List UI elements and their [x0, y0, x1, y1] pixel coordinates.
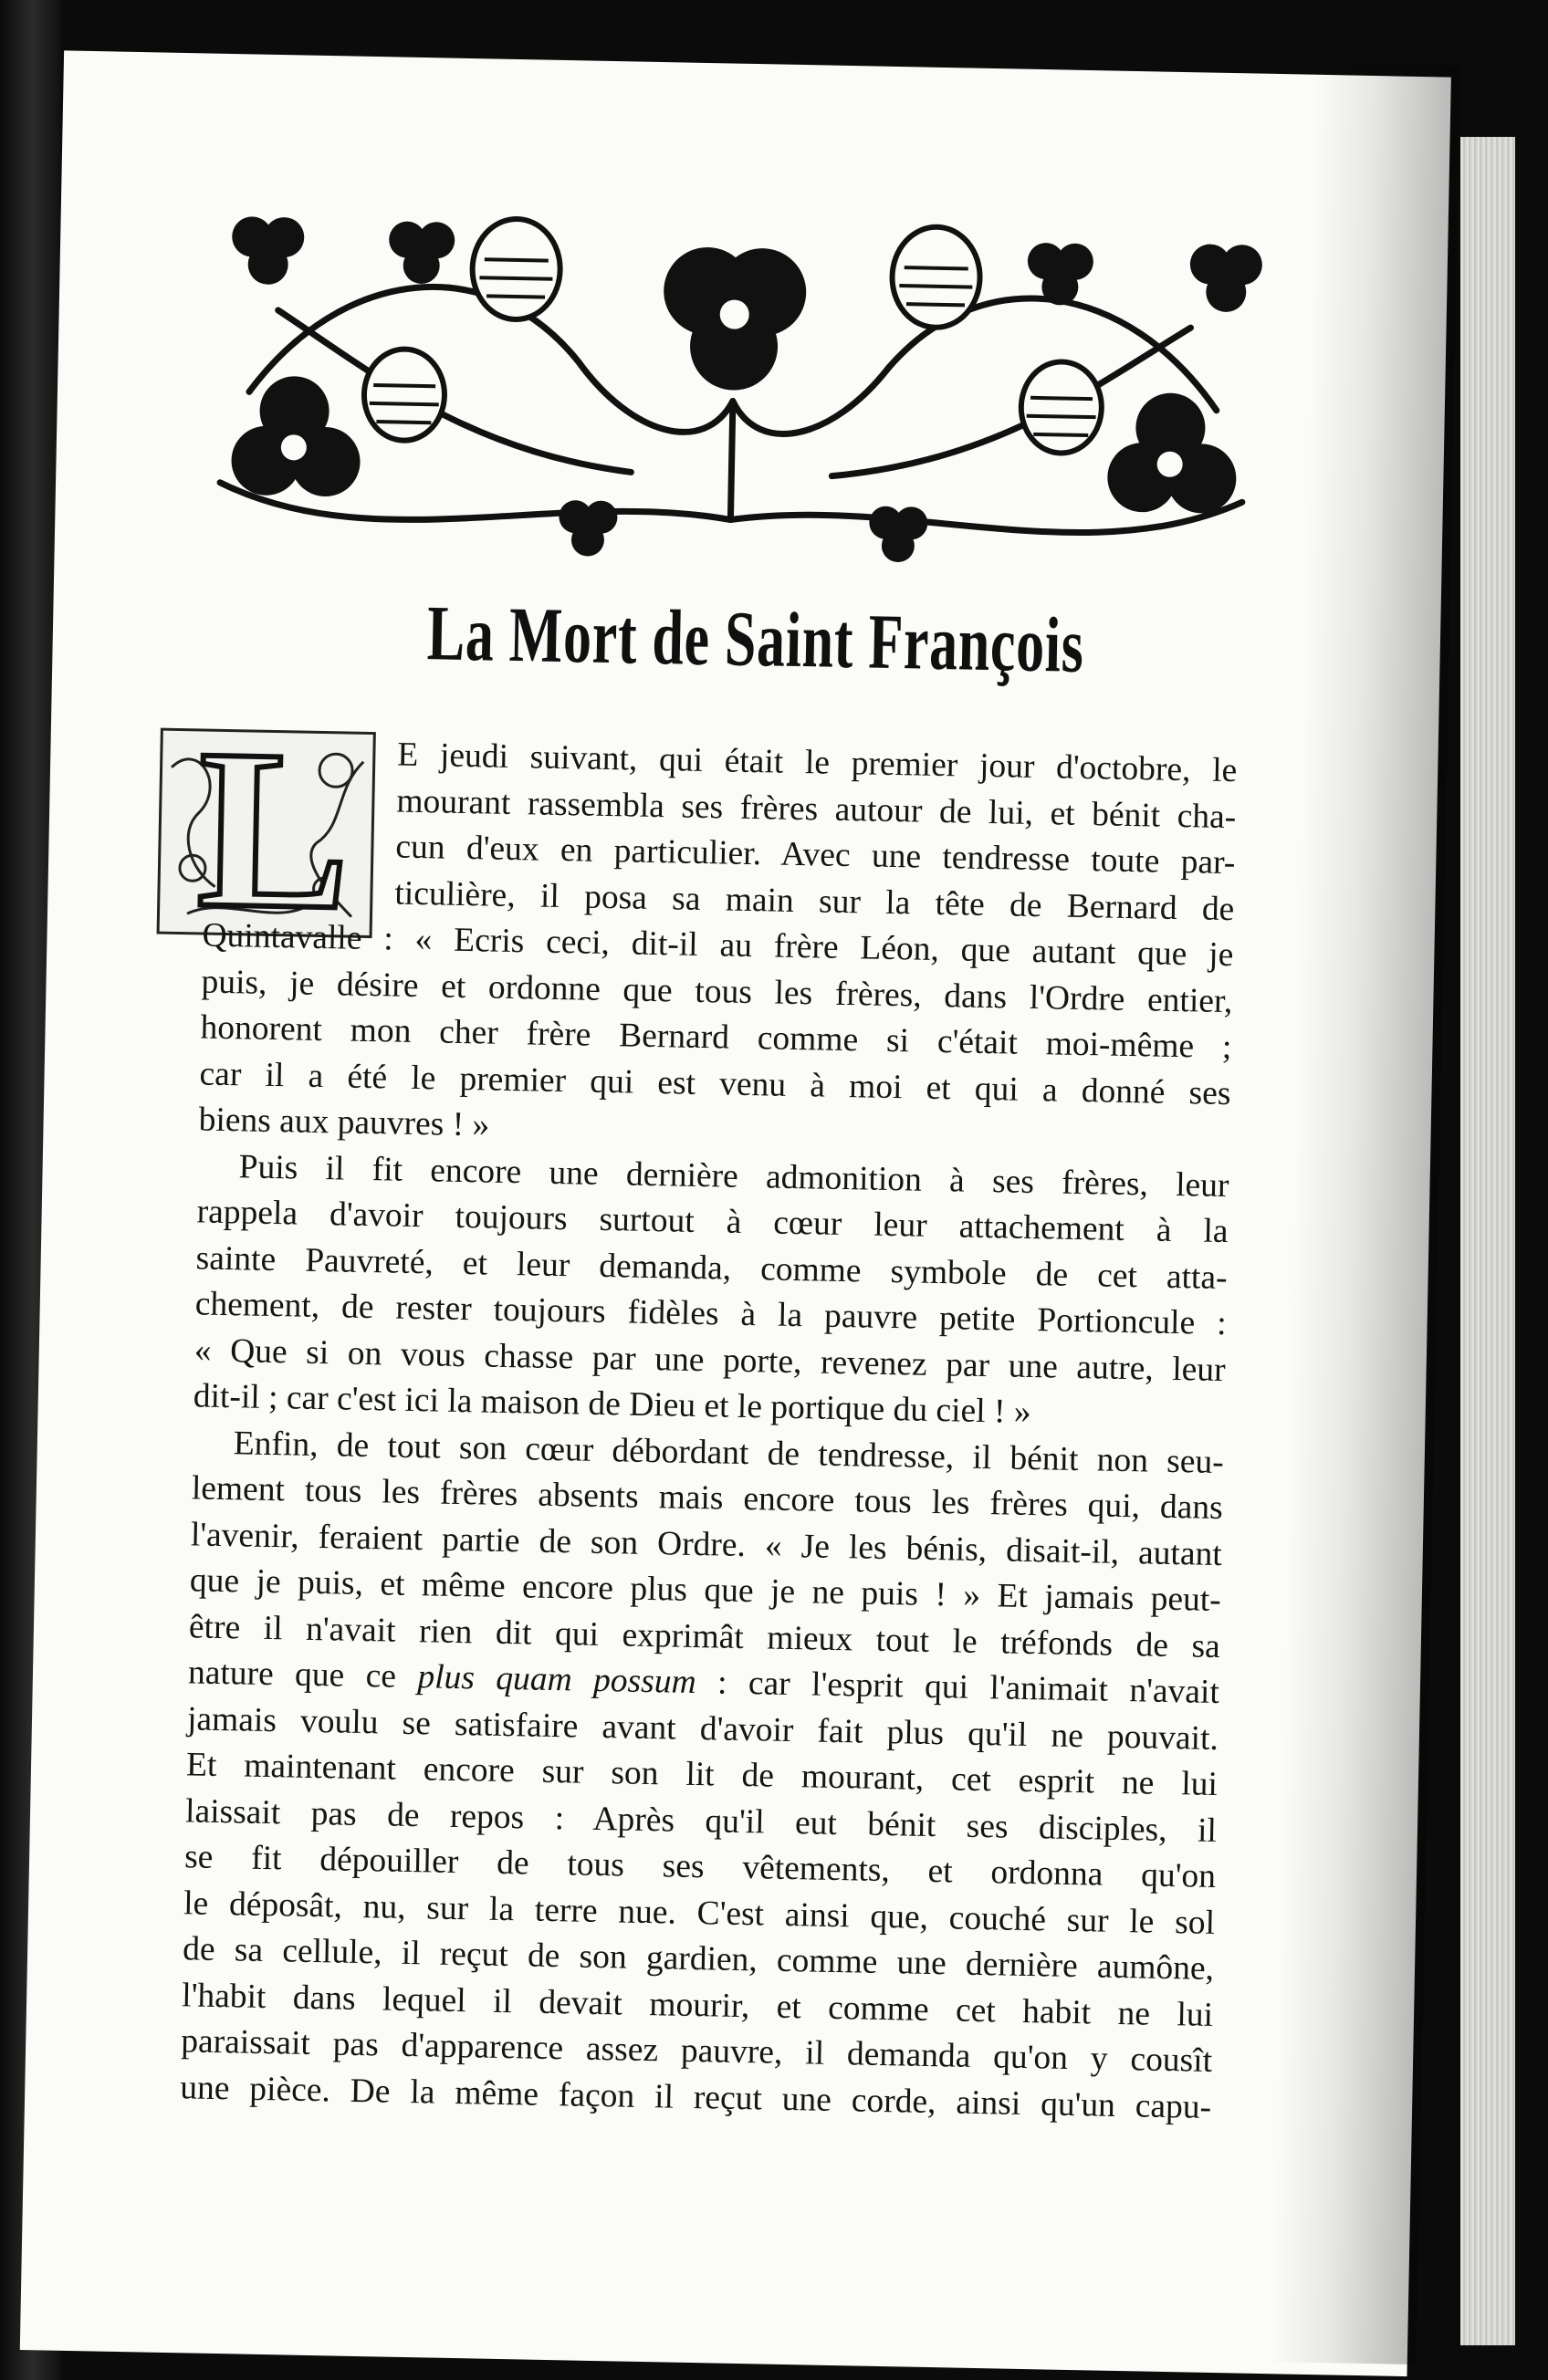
clover-artichoke-ornament — [191, 208, 1274, 594]
text-line: rappela d'avoir toujours surtout à cœur leur attachement à la — [196, 1193, 1229, 1251]
text-line: ticulière, il posa sa main sur la tête de Bernard de — [394, 874, 1235, 928]
page-stack-edge — [1460, 137, 1515, 2345]
text-line: se fit dépouiller de tous ses vêtements, et ordonna qu'on — [183, 1838, 1217, 1895]
text-line: honorent mon cher frère Bernard comme si c'était moi-même ; — [200, 1008, 1232, 1067]
text-line: le déposât, nu, sur la terre nue. C'est ainsi que, couché sur le sol — [183, 1884, 1216, 1942]
text-line: mourant rassembla ses frères autour de lui, et bénit cha- — [396, 782, 1237, 836]
text-segment: : car l'esprit qui l'animait n'avait — [696, 1664, 1220, 1712]
text-line: l'habit dans lequel il devait mourir, et comme cet habit ne lui — [181, 1976, 1214, 2034]
text-line: cun d'eux en particulier. Avec une tendresse toute par- — [395, 828, 1236, 882]
text-line: être il n'avait rien dit qui exprimât mieux tout le tréfonds de sa — [188, 1607, 1221, 1665]
text-segment: nature que ce — [187, 1654, 418, 1696]
text-line: paraissait pas d'apparence assez pauvre, il demanda qu'on y cousît — [180, 2022, 1213, 2080]
text-line: Et maintenant encore sur son lit de mourant, cet esprit ne lui — [185, 1746, 1219, 1804]
text-line: de sa cellule, il reçut de son gardien, comme une dernière aumône, — [182, 1930, 1215, 1988]
text-line: chement, de rester toujours fidèles à la pauvre petite Portioncule : — [194, 1285, 1227, 1343]
text-line: « Que si on vous chasse par une porte, revenez par une autre, leur — [194, 1331, 1227, 1389]
clover-center-icon — [662, 246, 807, 391]
text-line: biens aux pauvres ! » — [198, 1101, 490, 1144]
text-line: car il a été le premier qui est venu à moi et qui a donné ses — [199, 1054, 1231, 1112]
text-line: l'avenir, feraient partie de son Ordre. « Je les bénis, disait-il, autant — [190, 1515, 1223, 1573]
book-page — [20, 50, 1451, 2376]
text-line: laissait pas de repos : Après qu'il eut bénit ses disciples, il — [184, 1791, 1218, 1850]
page-title: La Mort de Saint François — [426, 589, 1085, 689]
paragraph-3 — [180, 1420, 1224, 2131]
latin-phrase: plus quam possum — [417, 1658, 697, 1702]
text-line: E jeudi suivant, qui était le premier jour d'octobre, le — [397, 736, 1238, 790]
text-line: Enfin, de tout son cœur débordant de tendresse, il bénit non seu- — [233, 1424, 1225, 1481]
text-line: que je puis, et même encore plus que je ne puis ! » Et jamais peut- — [189, 1561, 1222, 1620]
article-body — [180, 729, 1238, 2131]
paragraph-1 — [198, 729, 1238, 1164]
text-line: Quintavalle : « Ecris ceci, dit-il au frère Léon, que autant que je — [202, 916, 1234, 975]
drop-cap-letter: L — [195, 702, 353, 958]
text-line: puis, je désire et ordonne que tous les frères, dans l'Ordre entier, — [201, 962, 1233, 1020]
text-line: une pièce. De la même façon il reçut une corde, ainsi qu'un capu- — [179, 2068, 1212, 2126]
paragraph-2 — [193, 1143, 1229, 1440]
text-line: jamais voulu se satisfaire avant d'avoir fait plus qu'il ne pouvait. — [186, 1699, 1219, 1758]
text-line: lement tous les frères absents mais encore tous les frères qui, dans — [191, 1469, 1224, 1528]
text-line: dit-il ; car c'est ici la maison de Dieu et le portique du ciel ! » — [193, 1377, 1032, 1432]
text-line: sainte Pauvreté, et leur demanda, comme symbole de cet atta- — [195, 1238, 1228, 1297]
text-line: Puis il fit encore une dernière admonition à ses frères, leur — [238, 1147, 1229, 1205]
